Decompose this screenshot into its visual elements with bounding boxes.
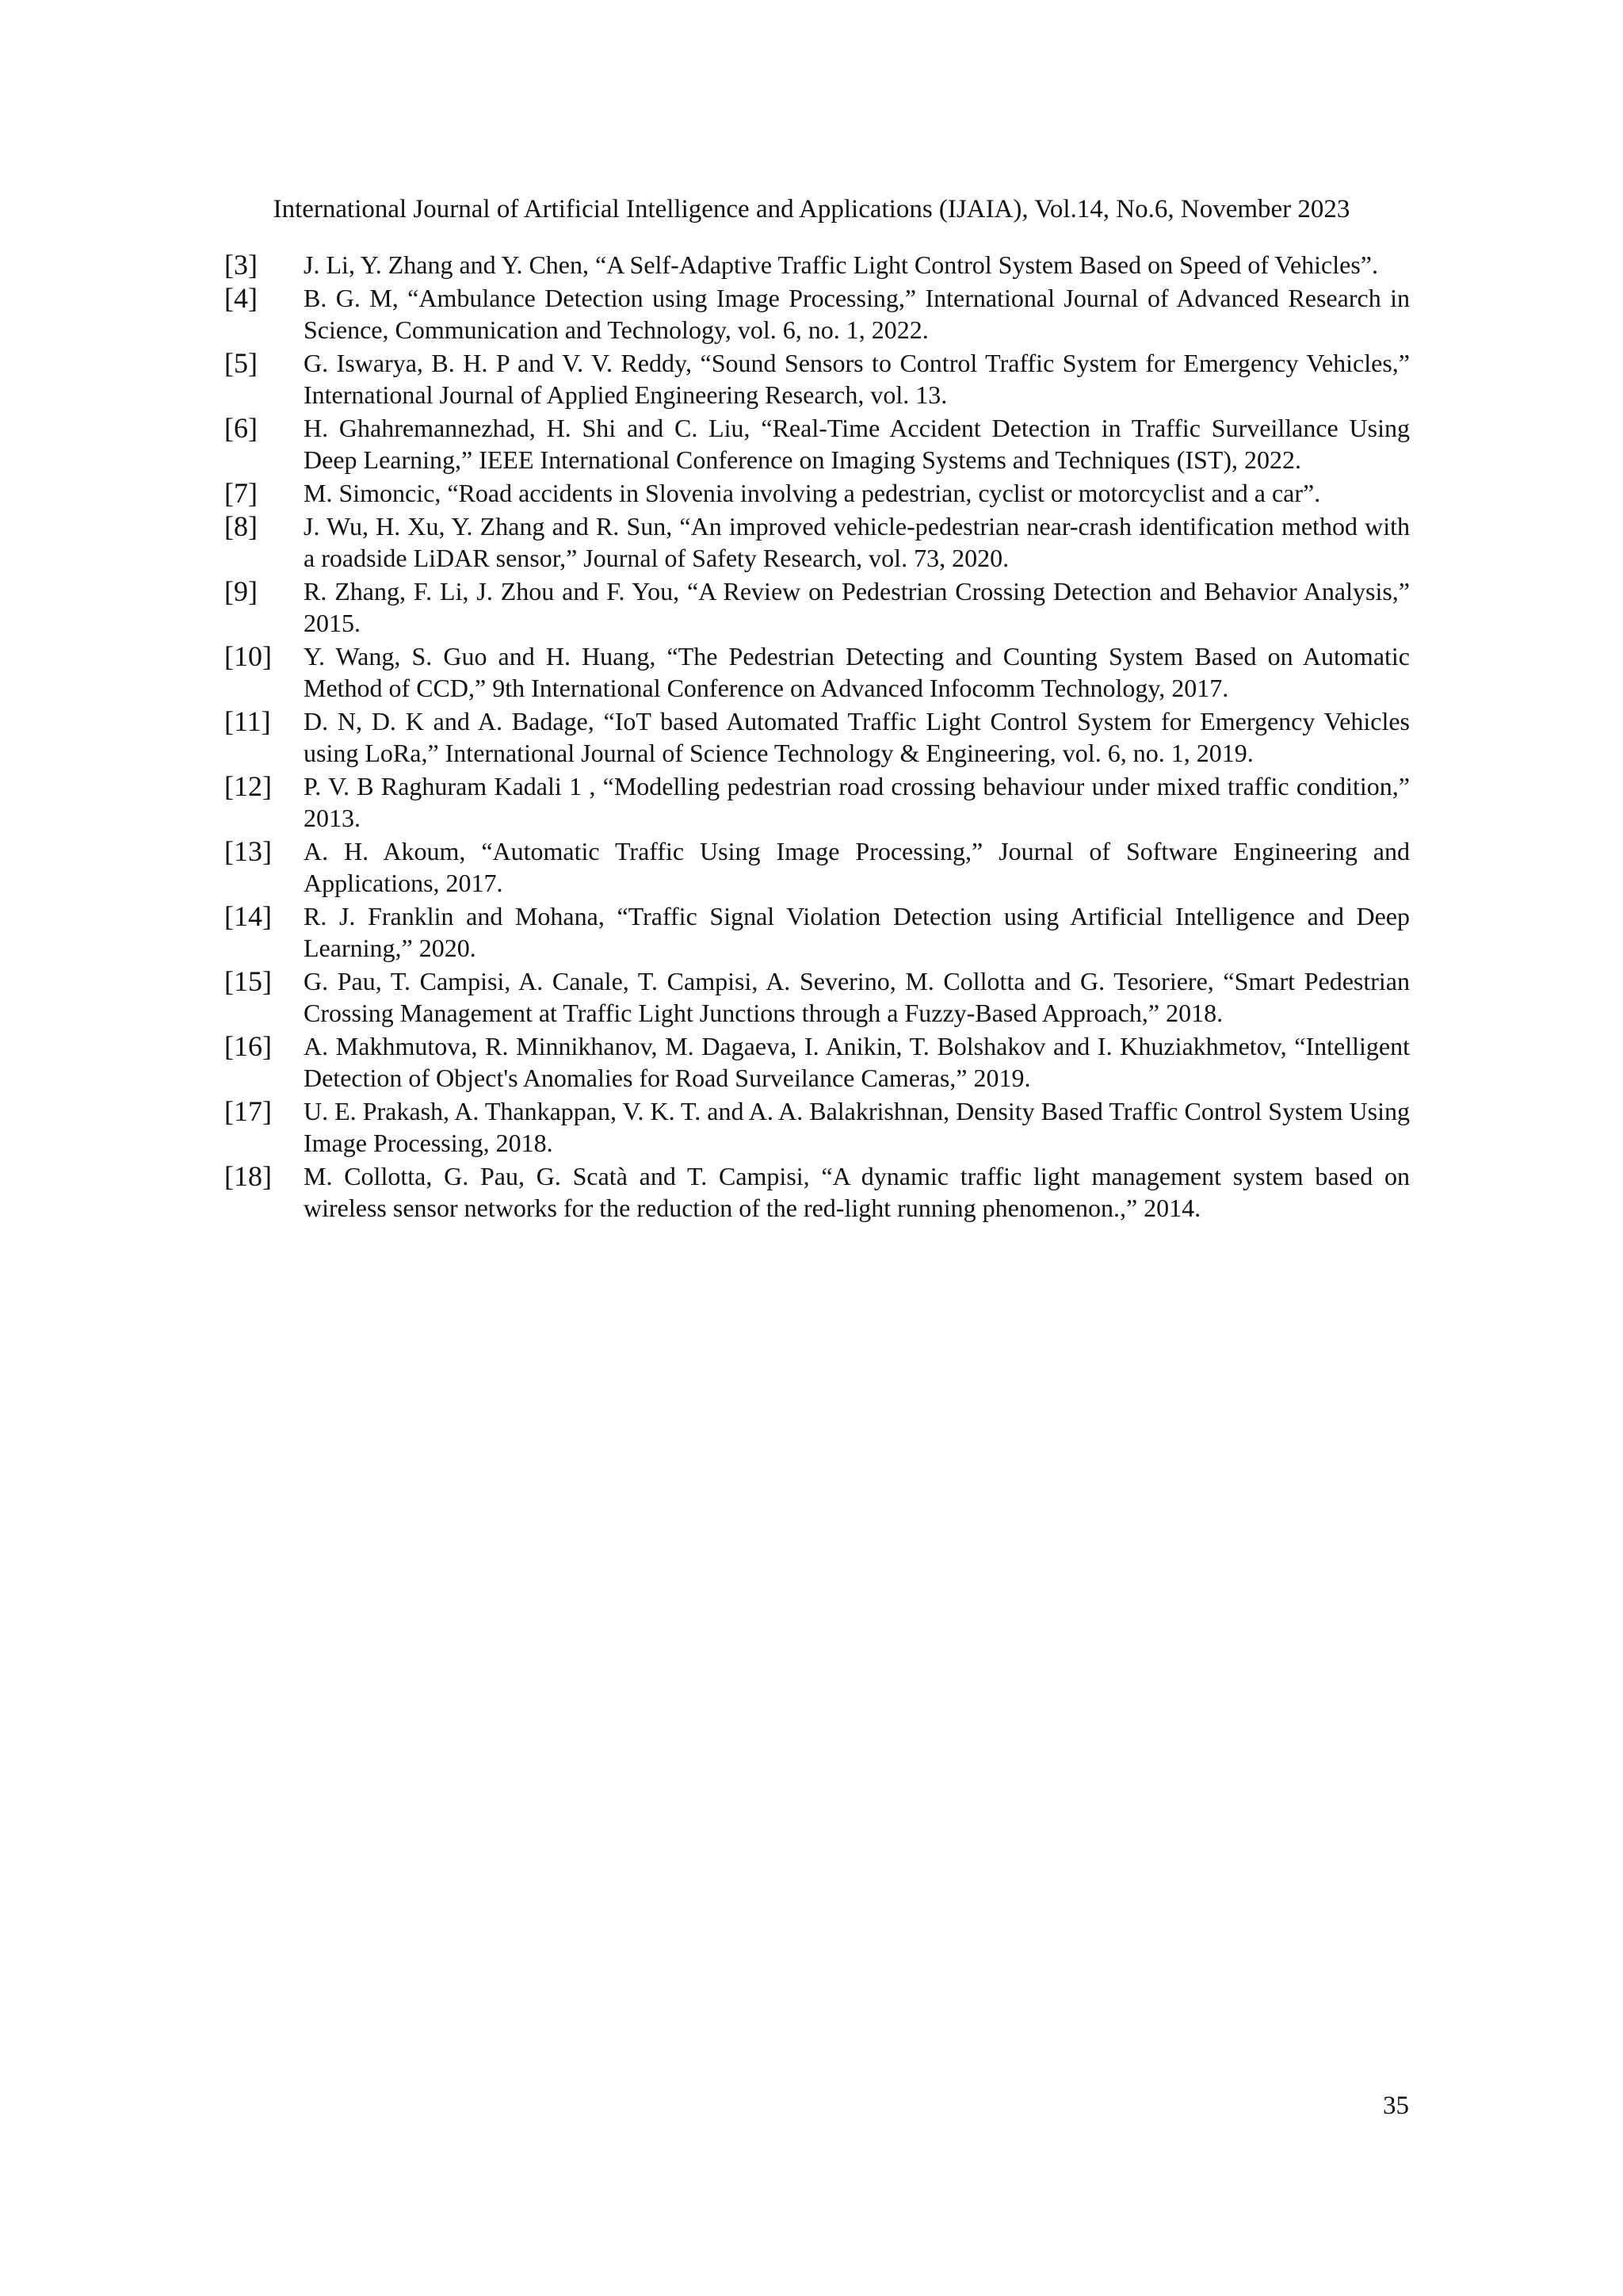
running-header: International Journal of Artificial Intelligence and Applications (IJAIA), Vol.14, No.6, November 2023 <box>273 195 1350 223</box>
reference-list <box>224 249 1410 1225</box>
reference-number: [11] <box>224 705 271 737</box>
reference-text: P. V. B Raghuram Kadali 1 , “Modelling pedestrian road crossing behaviour under mixed traffic condition,” 2013. <box>304 772 1410 832</box>
reference-text: M. Collotta, G. Pau, G. Scatà and T. Campisi, “A dynamic traffic light management system based on wireless sensor networks for the reduction of the red-light running phenomenon.,” 2014. <box>304 1162 1410 1222</box>
reference-text: R. J. Franklin and Mohana, “Traffic Signal Violation Detection using Artificial Intelligence and Deep Learning,” 2020. <box>304 902 1410 962</box>
reference-item <box>224 477 1410 509</box>
reference-item <box>224 249 1410 281</box>
reference-text: J. Wu, H. Xu, Y. Zhang and R. Sun, “An improved vehicle-pedestrian near-crash identification method with a roadside LiDAR sensor,” Journal of Safety Research, vol. 73, 2020. <box>304 512 1410 572</box>
reference-number: [18] <box>224 1160 272 1192</box>
reference-item <box>224 1030 1410 1094</box>
reference-number: [3] <box>224 249 258 281</box>
reference-text: G. Pau, T. Campisi, A. Canale, T. Campisi, A. Severino, M. Collotta and G. Tesoriere, “Smart Pedestrian Crossing Management at Traffic Light Junctions through a Fuzzy-Based Approach,” 2018. <box>304 967 1410 1027</box>
reference-item <box>224 1095 1410 1159</box>
reference-text: U. E. Prakash, A. Thankappan, V. K. T. and A. A. Balakrishnan, Density Based Traffic Control System Using Image Processing, 2018. <box>304 1097 1410 1157</box>
reference-number: [8] <box>224 510 258 542</box>
reference-number: [14] <box>224 900 272 932</box>
reference-text: H. Ghahremannezhad, H. Shi and C. Liu, “Real-Time Accident Detection in Traffic Surveillance Using Deep Learning,” IEEE International Conference on Imaging Systems and Techniques (IST), 2022. <box>304 414 1410 474</box>
reference-item <box>224 510 1410 574</box>
reference-number: [5] <box>224 347 258 379</box>
reference-number: [10] <box>224 640 272 672</box>
reference-number: [4] <box>224 282 258 314</box>
reference-number: [7] <box>224 477 258 509</box>
reference-item <box>224 835 1410 899</box>
reference-item <box>224 575 1410 639</box>
reference-item <box>224 347 1410 411</box>
reference-number: [17] <box>224 1095 272 1127</box>
reference-item <box>224 705 1410 769</box>
reference-text: R. Zhang, F. Li, J. Zhou and F. You, “A Review on Pedestrian Crossing Detection and Behavior Analysis,” 2015. <box>304 577 1410 637</box>
reference-item <box>224 1160 1410 1224</box>
reference-item <box>224 900 1410 964</box>
reference-item <box>224 770 1410 834</box>
reference-item <box>224 412 1410 476</box>
reference-text: A. H. Akoum, “Automatic Traffic Using Image Processing,” Journal of Software Engineering and Applications, 2017. <box>304 837 1410 897</box>
reference-number: [15] <box>224 965 272 997</box>
reference-text: Y. Wang, S. Guo and H. Huang, “The Pedestrian Detecting and Counting System Based on Automatic Method of CCD,” 9th International Conference on Advanced Infocomm Technology, 2017. <box>304 642 1410 702</box>
reference-number: [13] <box>224 835 272 867</box>
reference-item <box>224 282 1410 346</box>
reference-text: B. G. M, “Ambulance Detection using Image Processing,” International Journal of Advanced Research in Science, Communication and Technology, vol. 6, no. 1, 2022. <box>304 284 1410 344</box>
reference-number: [6] <box>224 412 258 444</box>
reference-text: J. Li, Y. Zhang and Y. Chen, “A Self-Adaptive Traffic Light Control System Based on Speed of Vehicles”. <box>304 250 1378 279</box>
reference-text: M. Simoncic, “Road accidents in Slovenia involving a pedestrian, cyclist or motorcyclist and a car”. <box>304 479 1321 507</box>
reference-text: G. Iswarya, B. H. P and V. V. Reddy, “Sound Sensors to Control Traffic System for Emergency Vehicles,” International Journal of Applied Engineering Research, vol. 13. <box>304 349 1410 409</box>
reference-text: A. Makhmutova, R. Minnikhanov, M. Dagaeva, I. Anikin, T. Bolshakov and I. Khuziakhmetov, “Intelligent Detection of Object's Anomalies for Road Surveilance Cameras,” 2019. <box>304 1032 1410 1092</box>
reference-number: [12] <box>224 770 272 802</box>
reference-item <box>224 965 1410 1029</box>
reference-item <box>224 640 1410 704</box>
reference-number: [9] <box>224 575 258 607</box>
reference-number: [16] <box>224 1030 272 1062</box>
page-number: 35 <box>1383 2092 1409 2120</box>
reference-text: D. N, D. K and A. Badage, “IoT based Automated Traffic Light Control System for Emergency Vehicles using LoRa,” International Journal of Science Technology & Engineering, vol. 6, no. 1, 2019. <box>304 707 1410 767</box>
